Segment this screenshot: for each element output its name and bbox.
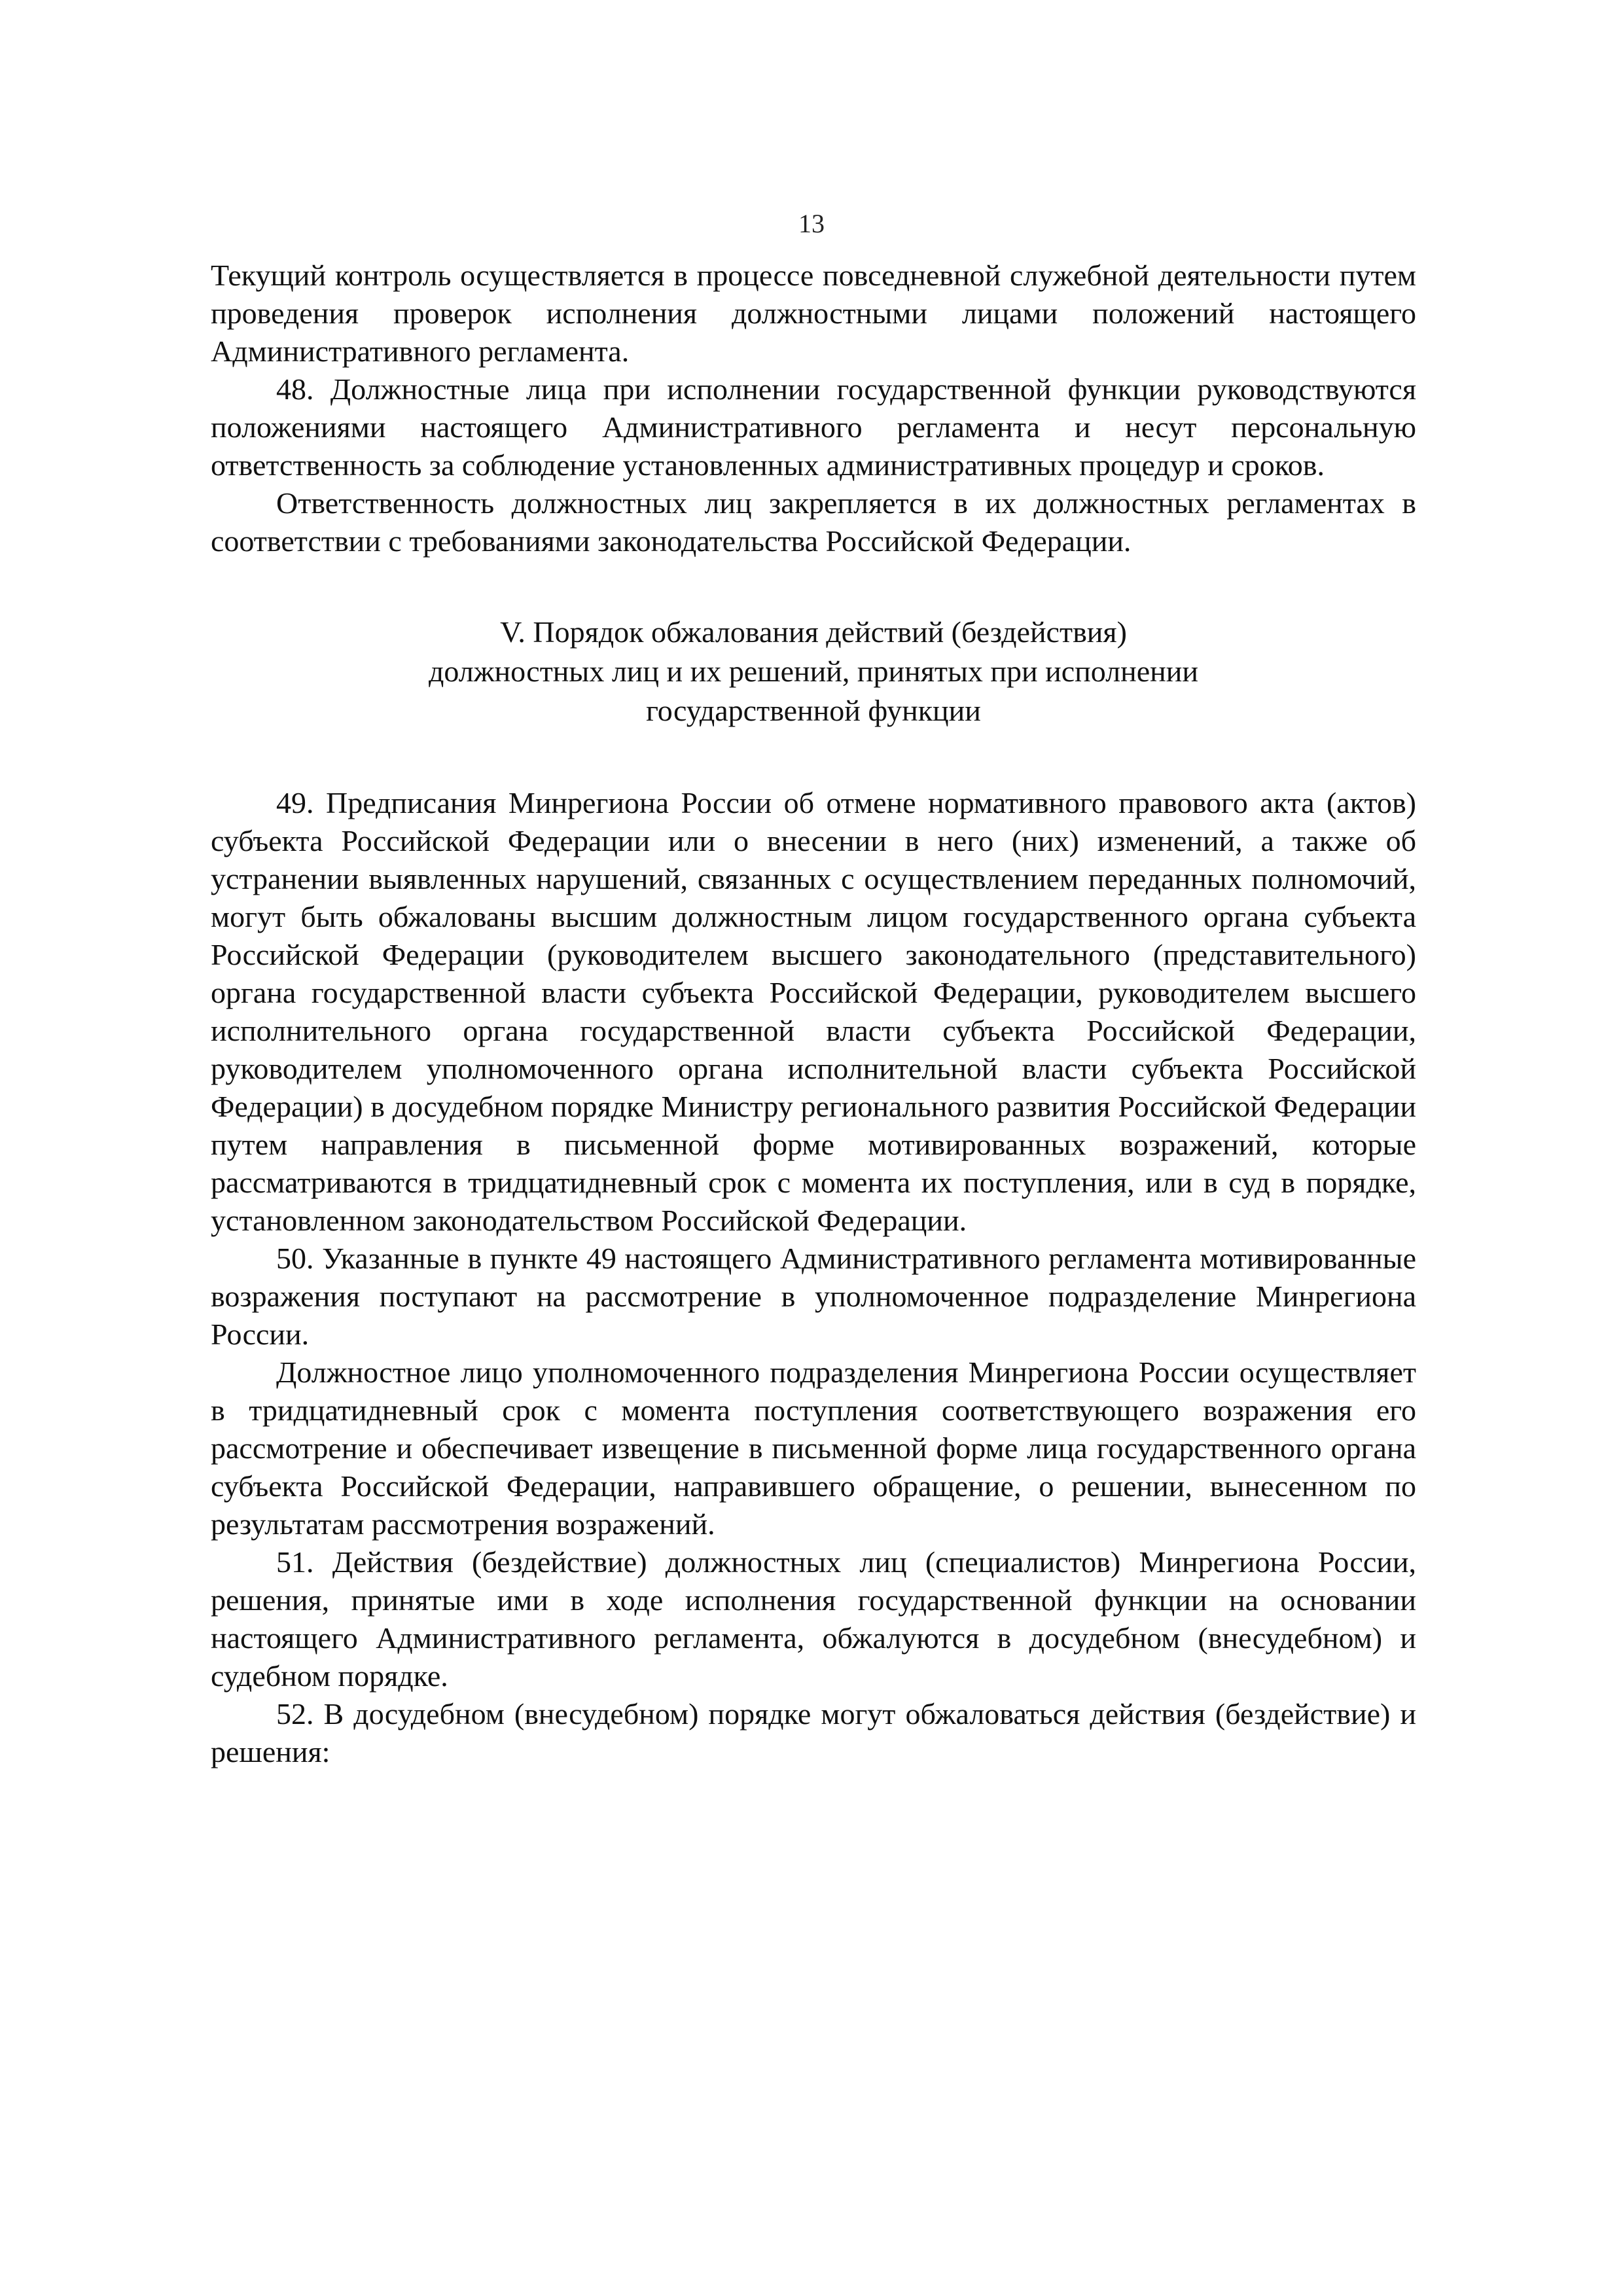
- paragraph-49: 49. Предписания Минрегиона России об отмене нормативного правового акта (актов) субъекта Российской Федерации или о внесении в него (них) изменений, а также об устранении выявленных нарушений, связанных с осуществлением переданных полномочий, могут быть обжалованы высшим должностным лицом государственного органа субъекта Российской Федерации (руководителем высшего законодательного (представительного) органа государственной власти субъекта Российской Федерации, руководителем высшего исполнительного органа государственной власти субъекта Российской Федерации, руководителем уполномоченного органа исполнительной власти субъекта Российской Федерации) в досудебном порядке Министру регионального развития Российской Федерации путем направления в письменной форме мотивированных возражений, которые рассматриваются в тридцатидневный срок с момента их поступления, или в суд в порядке, установленном законодательством Российской Федерации.: [211, 786, 1416, 1237]
- paragraph-52: 52. В досудебном (внесудебном) порядке могут обжаловаться действия (бездействие) и решения:: [211, 1697, 1416, 1768]
- page-number: 13: [798, 209, 825, 238]
- section-title-line-2: должностных лиц и их решений, принятых при исполнении: [428, 655, 1198, 688]
- section-title-line-3: государственной функции: [646, 694, 981, 727]
- paragraph-50: 50. Указанные в пункте 49 настоящего Административного регламента мотивированные возражения поступают на рассмотрение в уполномоченное подразделение Минрегиона России.: [211, 1242, 1416, 1351]
- paragraph-current-control: Текущий контроль осуществляется в процессе повседневной служебной деятельности путем проведения проверок исполнения должностными лицами положений настоящего Административного регламента.: [211, 259, 1416, 368]
- section-title-line-1: V. Порядок обжалования действий (бездействия): [500, 615, 1127, 649]
- paragraph-official-review: Должностное лицо уполномоченного подразделения Минрегиона России осуществляет в тридцатидневный срок с момента поступления соответствующего возражения его рассмотрение и обеспечивает извещение в письменной форме лица государственного органа субъекта Российской Федерации, направившего обращение, о решении, вынесенном по результатам рассмотрения возражений.: [211, 1355, 1416, 1541]
- section-v-heading: [211, 613, 1416, 730]
- paragraph-51: 51. Действия (бездействие) должностных лиц (специалистов) Минрегиона России, решения, принятые ими в ходе исполнения государственной функции на основании настоящего Административного регламента, обжалуются в досудебном (внесудебном) и судебном порядке.: [211, 1545, 1416, 1693]
- paragraph-48: 48. Должностные лица при исполнении государственной функции руководствуются положениями настоящего Административного регламента и несут персональную ответственность за соблюдение установленных административных процедур и сроков.: [211, 372, 1416, 482]
- paragraph-responsibility: Ответственность должностных лиц закрепляется в их должностных регламентах в соответствии с требованиями законодательства Российской Федерации.: [211, 486, 1416, 558]
- document-body: [211, 257, 1416, 1771]
